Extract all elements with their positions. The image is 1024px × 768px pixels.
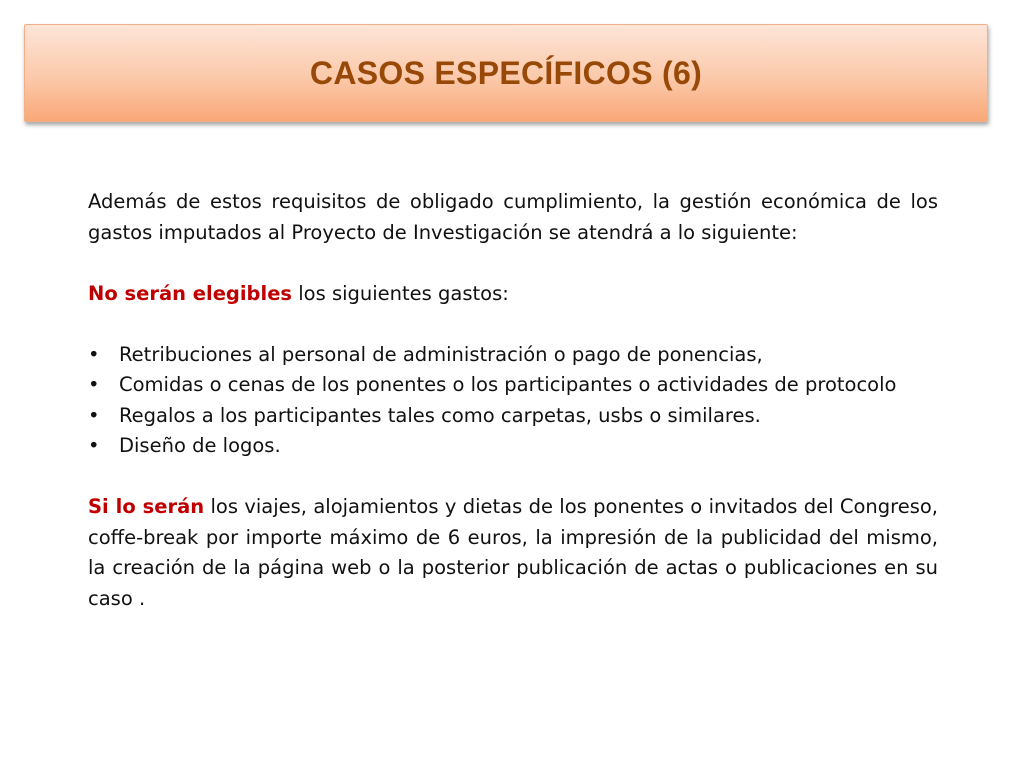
slide-title: CASOS ESPECÍFICOS (6) — [309, 54, 703, 91]
not-eligible-highlight: No serán elegibles — [88, 281, 293, 305]
list-item-text: Regalos a los participantes tales como carpetas, usbs o similares. — [119, 403, 761, 427]
not-eligible-paragraph — [88, 279, 938, 310]
title-banner — [24, 24, 988, 122]
intro-paragraph: Además de estos requisitos de obligado cumplimiento, la gestión económica de los gastos imputados al Proyecto de Investigación se atendrá a lo siguiente: — [88, 190, 938, 244]
spacer — [88, 309, 938, 340]
list-item — [88, 340, 938, 371]
list-item-text: Comidas o cenas de los ponentes o los participantes o actividades de protocolo — [119, 373, 897, 396]
bullet-icon: • — [88, 403, 100, 427]
list-item — [88, 431, 938, 462]
list-item — [88, 370, 938, 401]
bullet-icon: • — [88, 434, 100, 457]
slide-body — [88, 187, 938, 614]
list-item — [88, 401, 938, 432]
expense-list — [88, 340, 938, 462]
spacer — [88, 462, 938, 493]
eligible-highlight: Si lo serán — [88, 495, 205, 518]
spacer — [88, 248, 938, 279]
eligible-text: los viajes, alojamientos y dietas de los ponentes o invitados del Congreso, coffe-break por importe máximo de 6 euros, la impresión de la publicidad del mismo, la creación de la página web o la posterior publicación de actas o publicaciones en su caso . — [88, 495, 938, 610]
list-item-text: Diseño de logos. — [119, 434, 281, 457]
eligible-paragraph — [88, 492, 938, 614]
bullet-icon: • — [88, 342, 100, 366]
list-item-text: Retribuciones al personal de administración o pago de ponencias, — [119, 342, 763, 366]
not-eligible-text: los siguientes gastos: — [292, 281, 509, 305]
bullet-icon: • — [88, 373, 100, 396]
